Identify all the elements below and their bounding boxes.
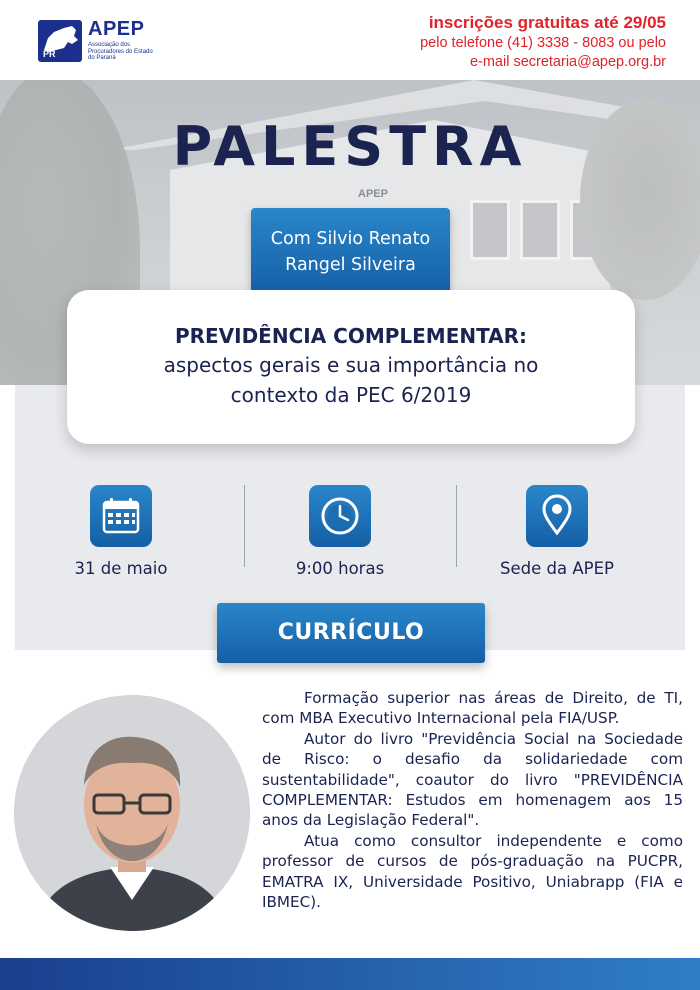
speaker-name-line2: Rangel Silveira xyxy=(285,255,416,275)
event-date xyxy=(21,485,221,578)
curriculum-heading: CURRÍCULO xyxy=(217,603,485,663)
speaker-name-line1: Com Silvio Renato xyxy=(270,229,431,249)
logo-name: APEP xyxy=(88,18,145,40)
logo-subtitle: Associação dos Procuradores do Estado do Paraná xyxy=(88,42,153,61)
curriculum-text xyxy=(262,688,683,912)
event-time-label: 9:00 horas xyxy=(295,559,385,578)
apep-logo xyxy=(38,18,153,62)
topic-subtitle-line1: aspectos gerais e sua importância no xyxy=(163,353,539,377)
registration-email[interactable]: e-mail secretaria@apep.org.br xyxy=(469,54,666,70)
registration-info xyxy=(420,12,666,72)
building-sign: APEP xyxy=(358,188,388,200)
topic-heading: PREVIDÊNCIA COMPLEMENTAR: xyxy=(174,324,528,348)
topic-subtitle-line2: contexto da PEC 6/2019 xyxy=(230,383,472,407)
topic-card xyxy=(67,290,635,444)
footer-bar xyxy=(0,958,700,990)
event-location xyxy=(457,485,657,578)
bio-paragraph: Formação superior nas áreas de Direito, de TI, com MBA Executivo Internacional pela FIA/USP. xyxy=(262,689,683,728)
event-date-label: 31 de maio xyxy=(74,559,168,578)
event-time xyxy=(240,485,440,578)
clock-icon xyxy=(309,485,371,547)
logo-state: PR xyxy=(43,49,56,59)
registration-phone[interactable]: pelo telefone (41) 3338 - 8083 ou pelo xyxy=(420,35,666,51)
bio-paragraph: Autor do livro "Previdência Social na Sociedade de Risco: o desafio da solidariedade com sustentabilidade", coautor do livro "PREVIDÊNCIA COMPLEMENTAR: Estudos em homenagem aos 15 anos da Legislação Federal". xyxy=(262,729,683,830)
registration-headline: inscrições gratuitas até 29/05 xyxy=(428,13,666,32)
calendar-icon xyxy=(90,485,152,547)
event-title: PALESTRA xyxy=(172,115,528,178)
map-pin-icon xyxy=(526,485,588,547)
speaker-photo xyxy=(14,695,250,931)
bio-paragraph: Atua como consultor independente e como professor de cursos de pós-graduação na PUCPR, EMATRA IX, Universidade Positivo, Uniabrapp (FIA e IBMEC). xyxy=(262,831,683,912)
speaker-box xyxy=(251,208,450,294)
event-location-label: Sede da APEP xyxy=(500,559,614,578)
parana-map-icon xyxy=(38,20,82,62)
